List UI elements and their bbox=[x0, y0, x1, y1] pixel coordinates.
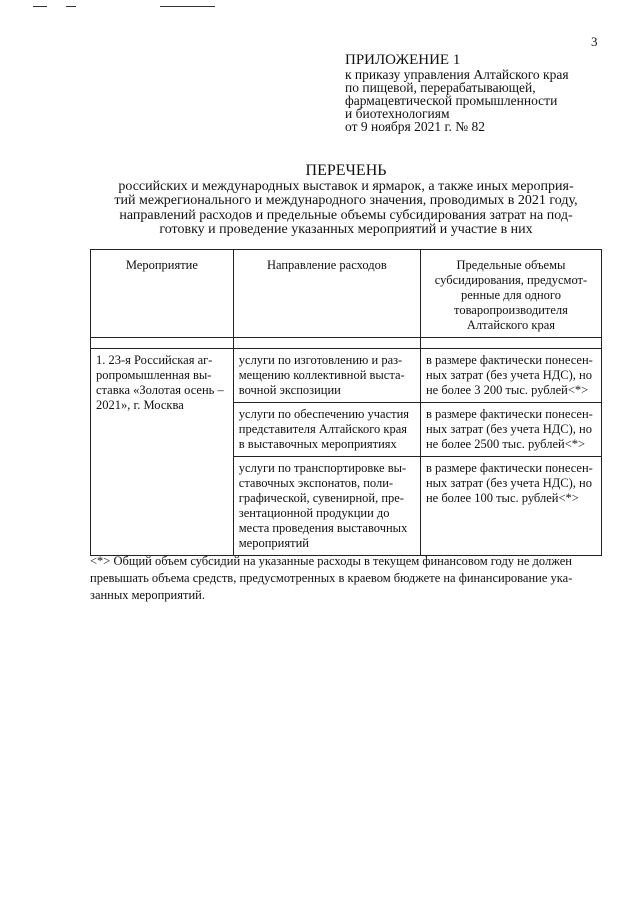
limit-line: ных затрат (без учета НДС), но bbox=[425, 476, 592, 490]
limit-cell bbox=[420, 349, 601, 403]
limit-line: в размере фактически понесен- bbox=[425, 461, 593, 475]
direction-line: услуги по транспортировке вы- bbox=[238, 461, 407, 475]
limit-line: не более 3 200 тыс. рублей<*> bbox=[425, 383, 589, 397]
limit-line: ных затрат (без учета НДС), но bbox=[425, 368, 592, 382]
footnote bbox=[90, 553, 602, 604]
appendix-block bbox=[345, 54, 569, 133]
gap-cell bbox=[233, 338, 420, 349]
page-number: 3 bbox=[591, 34, 598, 49]
event-line: 1. 23-я Российская аг- bbox=[96, 353, 213, 367]
table-header-row bbox=[91, 250, 602, 338]
header-limit-line: Алтайского края bbox=[466, 318, 556, 332]
event-cell bbox=[91, 349, 234, 556]
heading-line: тий межрегионального и международного значения, проводимых в 2021 году, bbox=[114, 193, 578, 208]
direction-line: услуги по изготовлению и раз- bbox=[238, 353, 403, 367]
header-limit-line: ренные для одного bbox=[460, 288, 561, 302]
direction-line: графической, сувенирной, пре- bbox=[238, 491, 404, 505]
appendix-line: фармацевтической промышленности bbox=[345, 93, 558, 108]
appendix-line: и биотехнологиям bbox=[345, 106, 450, 121]
event-line: ропромышленная вы- bbox=[96, 368, 212, 382]
direction-line: представителя Алтайского края bbox=[238, 422, 408, 436]
table-row bbox=[91, 349, 602, 403]
direction-line: мероприятий bbox=[238, 536, 309, 550]
heading-line: готовку и проведение указанных мероприятий и участие в них bbox=[159, 222, 533, 237]
scan-artifact-line bbox=[66, 6, 76, 7]
heading-line: направлений расходов и предельные объемы субсидирования затрат на под- bbox=[119, 207, 573, 223]
gap-cell bbox=[91, 338, 234, 349]
direction-line: зентационной продукции до bbox=[238, 506, 390, 520]
heading-title: ПЕРЕЧЕНЬ bbox=[305, 162, 387, 179]
footnote-line: <*> Общий объем субсидий на указанные расходы в текущем финансовом году не должен bbox=[90, 554, 572, 568]
limit-line: ных затрат (без учета НДС), но bbox=[425, 422, 592, 436]
limit-cell bbox=[420, 457, 601, 556]
footnote-line: занных мероприятий. bbox=[90, 588, 205, 602]
header-event: Мероприятие bbox=[91, 250, 234, 338]
footnote-line: превышать объема средств, предусмотренных в краевом бюджете на финансирование ука- bbox=[90, 571, 573, 585]
header-direction: Направление расходов bbox=[233, 250, 420, 338]
header-limit-line: субсидирования, предусмот- bbox=[434, 273, 588, 287]
limit-cell bbox=[420, 403, 601, 457]
direction-line: места проведения выставочных bbox=[238, 521, 408, 535]
event-line: 2021», г. Москва bbox=[96, 398, 184, 412]
direction-line: ставочных экспонатов, поли- bbox=[238, 476, 394, 490]
event-line: ставка «Золотая осень – bbox=[96, 383, 224, 397]
direction-cell bbox=[233, 457, 420, 556]
direction-line: услуги по обеспечению участия bbox=[238, 407, 410, 421]
header-limit-line: Предельные объемы bbox=[456, 258, 566, 272]
direction-line: в выставочных мероприятиях bbox=[238, 437, 397, 451]
appendix-line: от 9 ноября 2021 г. № 82 bbox=[345, 119, 485, 134]
document-heading bbox=[88, 164, 604, 238]
appendix-line: к приказу управления Алтайского края bbox=[345, 67, 569, 82]
scan-artifact-line bbox=[160, 6, 215, 7]
header-limit bbox=[420, 250, 601, 338]
header-gap-row bbox=[91, 338, 602, 349]
gap-cell bbox=[420, 338, 601, 349]
limit-line: не более 2500 тыс. рублей<*> bbox=[425, 437, 586, 451]
direction-cell bbox=[233, 349, 420, 403]
direction-line: вочной экспозиции bbox=[238, 383, 341, 397]
appendix-title: ПРИЛОЖЕНИЕ 1 bbox=[345, 52, 461, 68]
appendix-line: по пищевой, перерабатывающей, bbox=[345, 80, 536, 95]
events-table bbox=[90, 249, 602, 556]
limit-line: в размере фактически понесен- bbox=[425, 407, 593, 421]
limit-line: не более 100 тыс. рублей<*> bbox=[425, 491, 579, 505]
header-limit-line: товаропроизводителя bbox=[454, 303, 568, 317]
direction-cell bbox=[233, 403, 420, 457]
limit-line: в размере фактически понесен- bbox=[425, 353, 593, 367]
scan-artifact-line bbox=[33, 6, 47, 7]
heading-line: российских и международных выставок и ярмарок, а также иных мероприя- bbox=[118, 178, 574, 194]
direction-line: мещению коллективной выста- bbox=[238, 368, 405, 382]
